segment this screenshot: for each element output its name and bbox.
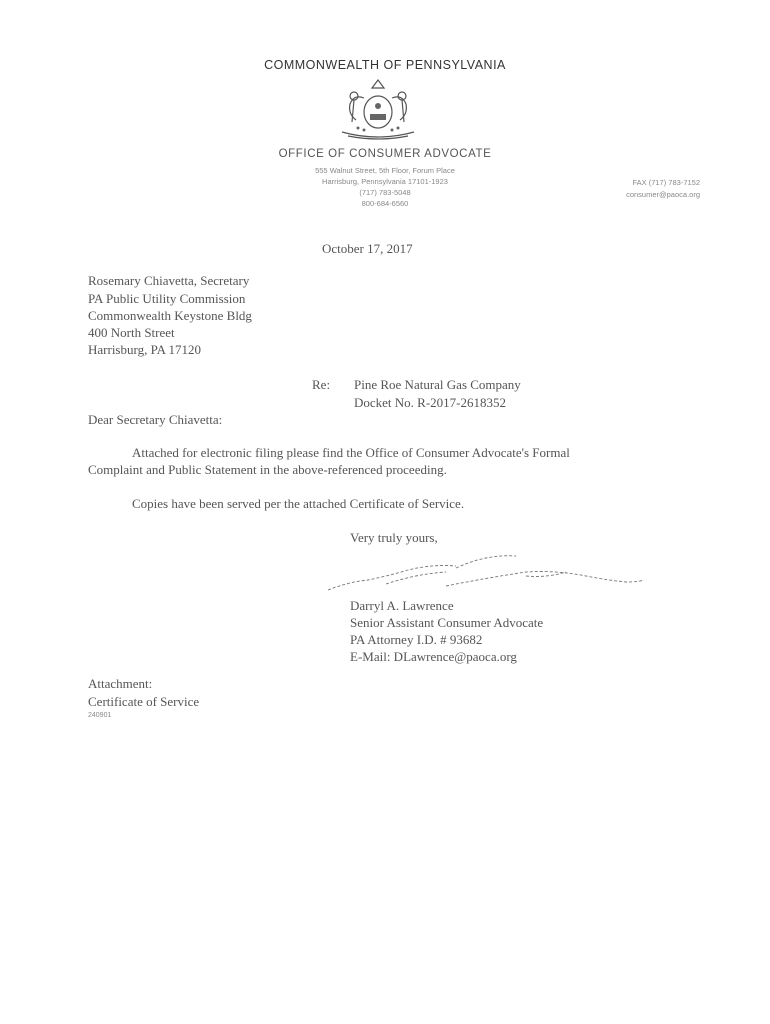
phone-line: (717) 783-5048 — [359, 188, 411, 197]
recipient-line: Rosemary Chiavetta, Secretary — [88, 273, 250, 288]
office-name: OFFICE OF CONSUMER ADVOCATE — [278, 148, 492, 160]
paragraph-line: Complaint and Public Statement in the above-referenced proceeding. — [88, 462, 447, 477]
pennsylvania-seal-icon — [334, 78, 422, 142]
closing: Very truly yours, — [350, 530, 438, 545]
recipient-line: Harrisburg, PA 17120 — [88, 342, 202, 357]
recipient-line: Commonwealth Keystone Bldg — [88, 308, 252, 323]
re-label: Re: — [312, 377, 331, 392]
attachment-item: Certificate of Service — [88, 694, 200, 709]
signer-email: E-Mail: DLawrence@paoca.org — [350, 649, 517, 664]
recipient-line: PA Public Utility Commission — [88, 291, 246, 306]
salutation: Dear Secretary Chiavetta: — [88, 412, 223, 427]
recipient-line: 400 North Street — [88, 325, 175, 340]
signer-name: Darryl A. Lawrence — [350, 598, 454, 613]
re-line: Pine Roe Natural Gas Company — [354, 377, 521, 392]
phone-line: 800-684-6560 — [361, 199, 409, 208]
address-line: Harrisburg, Pennsylvania 17101-1923 — [322, 177, 448, 186]
letterhead-title: COMMONWEALTH OF PENNSYLVANIA — [264, 58, 506, 72]
address-line: 555 Walnut Street, 5th Floor, Forum Place — [315, 166, 455, 175]
letter-date: October 17, 2017 — [322, 241, 413, 256]
paragraph-line: Copies have been served per the attached Certificate of Service. — [132, 496, 465, 511]
fax-line: FAX (717) 783-7152 — [632, 178, 700, 187]
attachment-label: Attachment: — [88, 676, 153, 691]
signer-title: Senior Assistant Consumer Advocate — [350, 615, 544, 630]
signer-attorney-id: PA Attorney I.D. # 93682 — [350, 632, 483, 647]
email-line: consumer@paoca.org — [626, 190, 700, 199]
paragraph-line: Attached for electronic filing please find the Office of Consumer Advocate's Formal — [132, 445, 570, 460]
handwritten-signature — [326, 546, 656, 600]
reference-number: 240901 — [88, 712, 112, 719]
re-line: Docket No. R-2017-2618352 — [354, 395, 507, 410]
